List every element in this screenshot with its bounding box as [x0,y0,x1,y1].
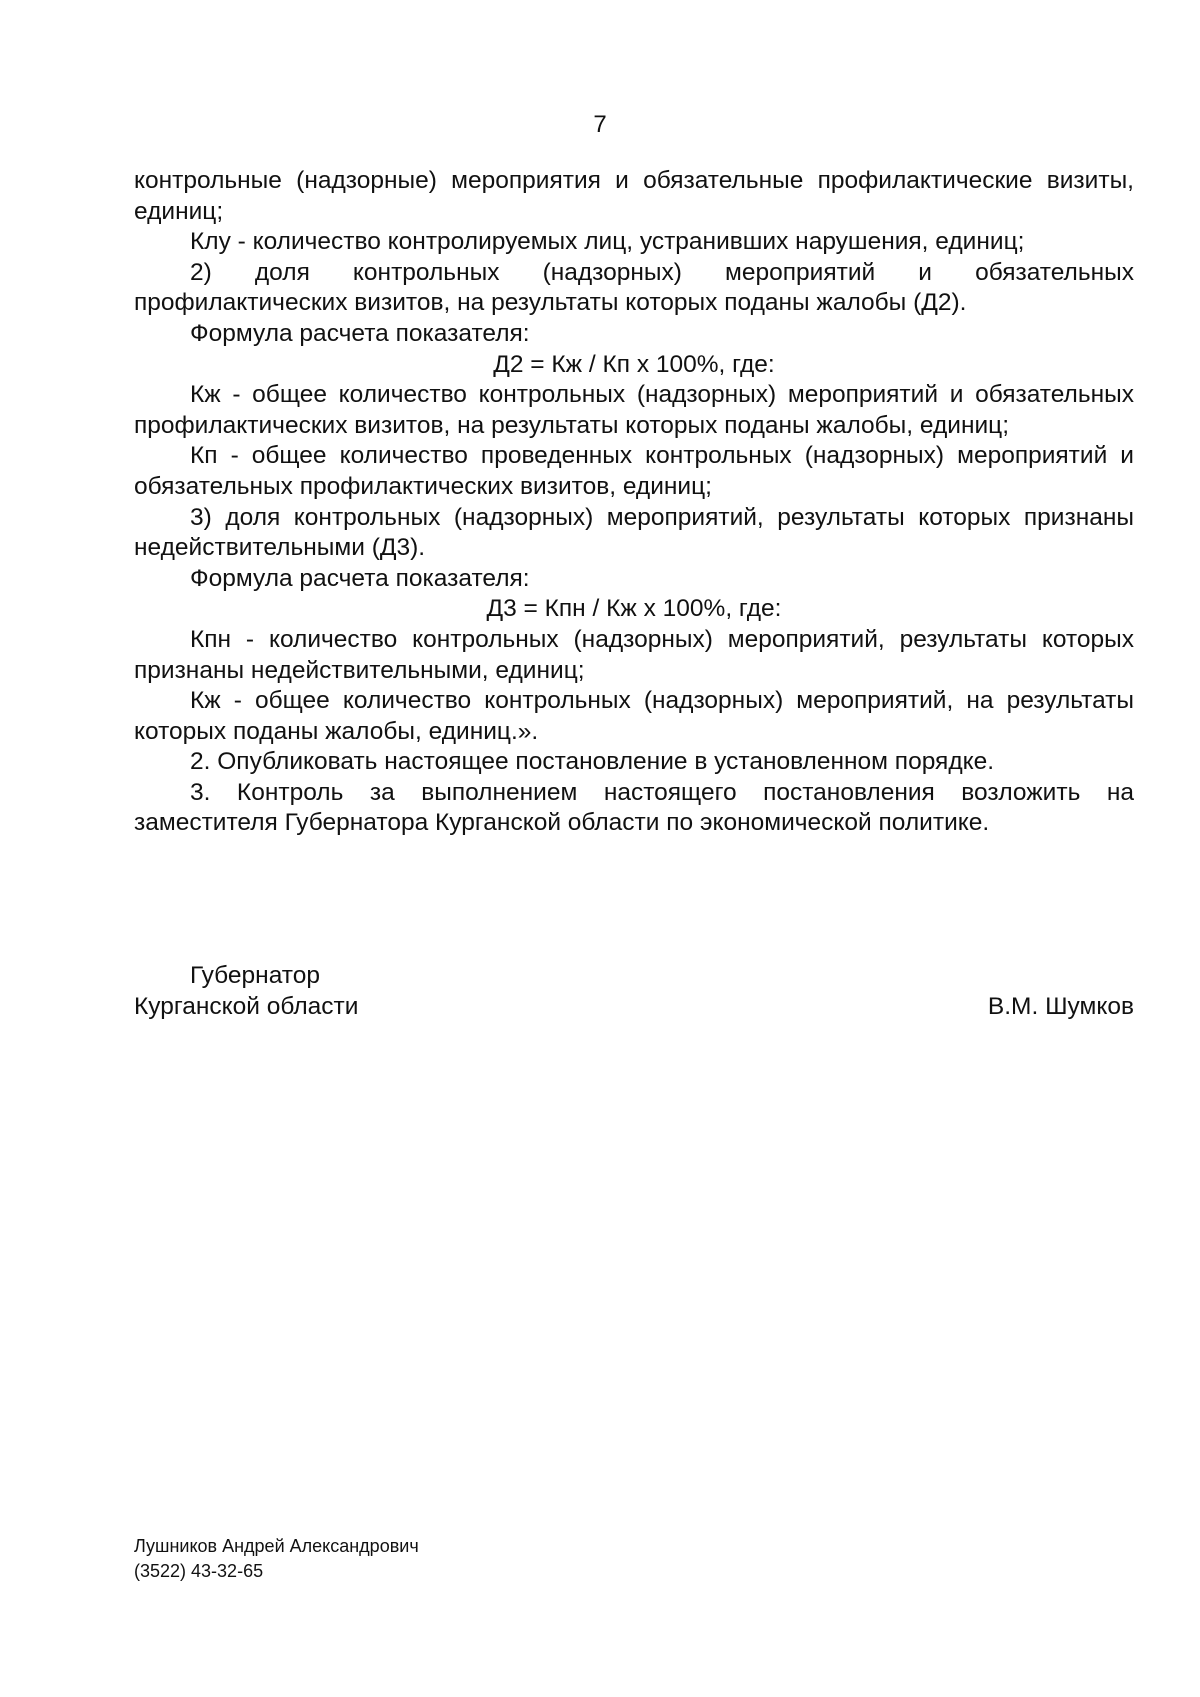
signatory-position-line2: Курганской области [134,993,359,1020]
formula-d3: Д3 = Кпн / Кж х 100%, где: [486,595,782,623]
executor-contact [134,1534,419,1584]
paragraph: Клу - количество контролируемых лиц, устранивших нарушения, единиц; [190,228,1025,256]
signatory-name: В.М. Шумков [987,993,1134,1020]
document-body [134,166,1134,839]
paragraph: Кп - общее количество проведенных контрольных (надзорных) мероприятий и обязательных профилактических визитов, единиц; [134,442,1134,500]
signatory-position-line1: Губернатор [190,962,320,989]
paragraph: Кж - общее количество контрольных (надзорных) мероприятий, на результаты которых поданы жалобы, единиц.». [134,687,1134,745]
page-number: 7 [593,111,607,138]
paragraph: 3. Контроль за выполнением настоящего постановления возложить на заместителя Губернатора Курганской области по экономической политике. [134,778,1134,837]
paragraph: Кж - общее количество контрольных (надзорных) мероприятий и обязательных профилактических визитов, на результаты которых поданы жалобы, единиц; [134,381,1134,439]
paragraph: 2) доля контрольных (надзорных) мероприятий и обязательных профилактических визитов, на результаты которых поданы жалобы (Д2). [134,258,1134,317]
paragraph: Формула расчета показателя: [190,319,530,347]
signatory-position [134,960,358,1022]
formula-d2: Д2 = Кж / Кп х 100%, где: [493,350,775,378]
paragraph: 2. Опубликовать настоящее постановление в установленном порядке. [190,748,995,776]
paragraph: контрольные (надзорные) мероприятия и обязательные профилактические визиты, единиц; [134,167,1134,225]
executor-phone: (3522) 43-32-65 [134,1561,264,1581]
paragraph: Кпн - количество контрольных (надзорных) мероприятий, результаты которых признаны недействительными, единиц; [134,625,1134,684]
executor-name: Лушников Андрей Александрович [134,1536,419,1556]
paragraph: 3) доля контрольных (надзорных) мероприятий, результаты которых признаны недействительными (Д3). [134,503,1134,562]
paragraph: Формула расчета показателя: [190,564,530,592]
